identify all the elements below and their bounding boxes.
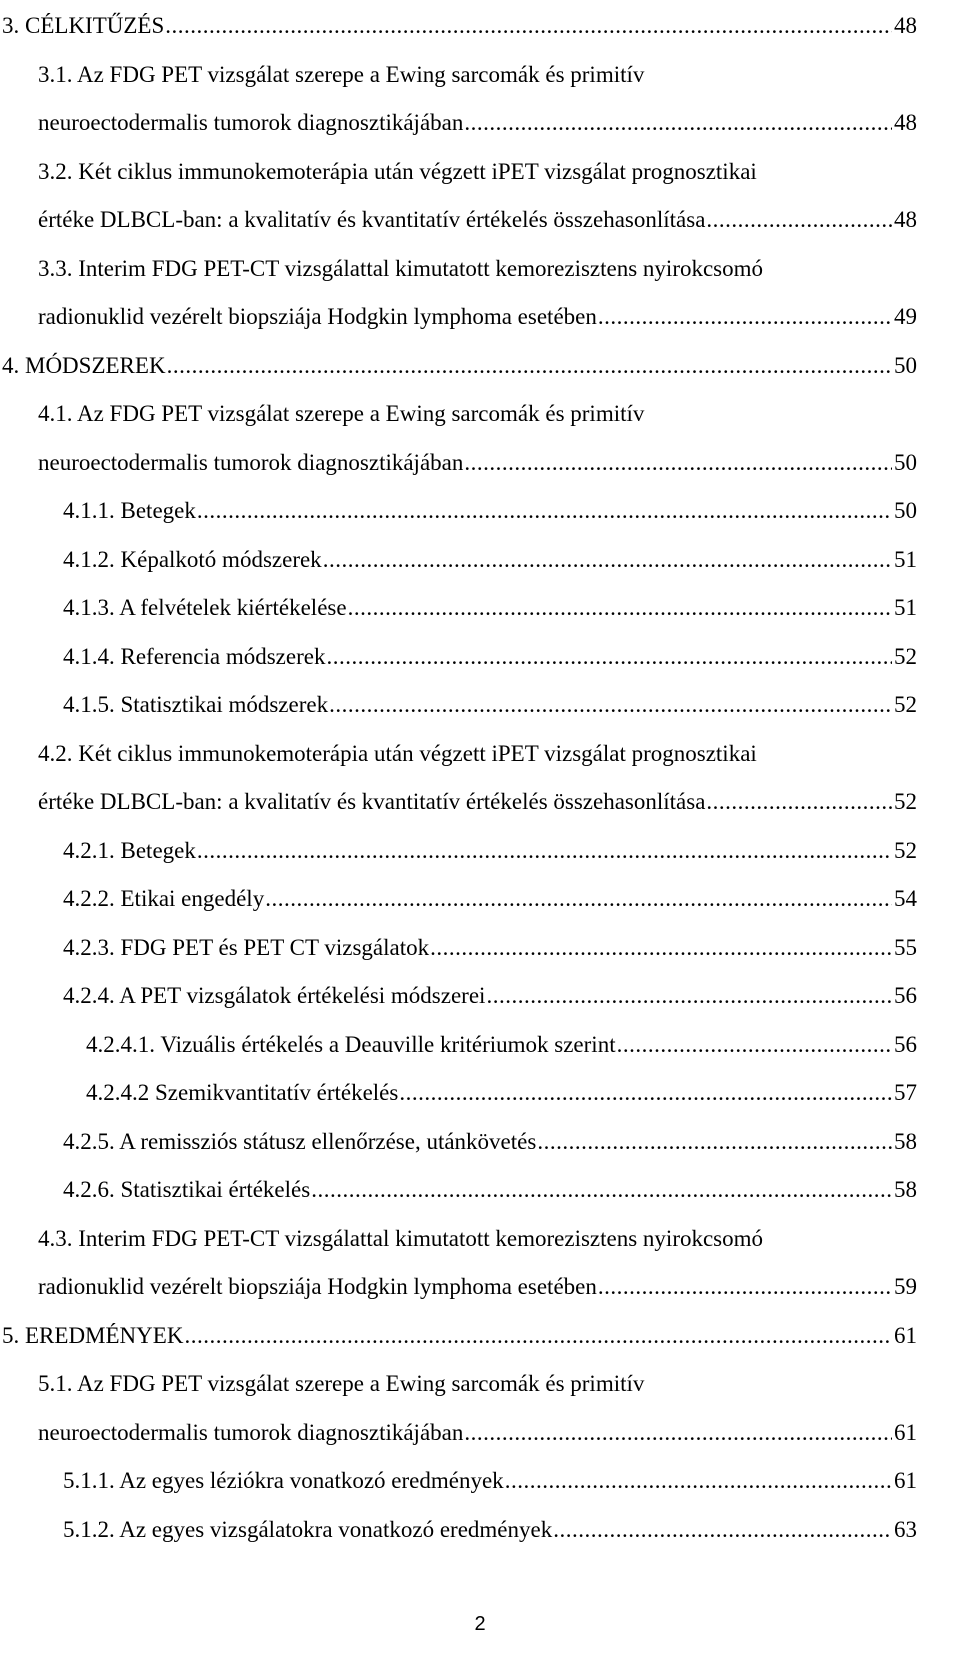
toc-entry[interactable] bbox=[0, 1263, 960, 1312]
toc-entry-label: 4. MÓDSZEREK bbox=[2, 352, 166, 378]
toc-entry-label: 3.2. Két ciklus immunokemoterápia után végzett iPET vizsgálat prognosztikai bbox=[38, 158, 757, 184]
toc-entry-page: 48 bbox=[894, 13, 917, 38]
toc-entry[interactable] bbox=[0, 1069, 960, 1118]
toc-entry-label: 4.1. Az FDG PET vizsgálat szerepe a Ewing sarcomák és primitív bbox=[38, 401, 645, 426]
toc-entry[interactable] bbox=[0, 1118, 960, 1167]
toc-entry-label: 4.3. Interim FDG PET-CT vizsgálattal kimutatott kemorezisztens nyirokcsomó bbox=[38, 1225, 764, 1251]
toc-dot-leader bbox=[165, 2, 892, 51]
toc-dot-leader bbox=[265, 875, 892, 924]
toc-entry-label: 4.1.5. Statisztikai módszerek bbox=[63, 692, 329, 717]
toc-entry[interactable] bbox=[0, 1166, 960, 1215]
toc-dot-leader bbox=[430, 924, 892, 973]
toc-entry[interactable] bbox=[0, 99, 960, 148]
toc-entry-page: 48 bbox=[894, 110, 917, 135]
toc-entry-page: 59 bbox=[894, 1274, 917, 1299]
toc-entry[interactable] bbox=[0, 1312, 960, 1361]
toc-entry-page: 61 bbox=[894, 1419, 917, 1445]
toc-entry-label: 4.2.1. Betegek bbox=[63, 837, 196, 863]
toc-dot-leader bbox=[167, 342, 892, 391]
toc-entry-label: radionuklid vezérelt biopsziája Hodgkin lymphoma esetében bbox=[38, 304, 597, 329]
toc-entry-label: neuroectodermalis tumorok diagnosztikájában bbox=[38, 110, 464, 135]
toc-entry[interactable] bbox=[0, 245, 960, 294]
toc-dot-leader bbox=[486, 972, 892, 1021]
toc-entry[interactable] bbox=[0, 681, 960, 730]
toc-dot-leader bbox=[598, 293, 892, 342]
toc-entry-label: értéke DLBCL-ban: a kvalitatív és kvantitatív értékelés összehasonlítása bbox=[38, 207, 706, 232]
toc-entry-label: 4.2.4.1. Vizuális értékelés a Deauville kritériumok szerint bbox=[86, 1031, 616, 1057]
toc-dot-leader bbox=[617, 1021, 892, 1070]
toc-dot-leader bbox=[326, 633, 892, 682]
toc-entry-page: 58 bbox=[894, 1128, 917, 1154]
toc-entry-page: 52 bbox=[894, 692, 917, 717]
toc-entry-page: 55 bbox=[894, 934, 917, 960]
toc-entry-page: 56 bbox=[894, 1031, 917, 1057]
toc-entry-page: 52 bbox=[894, 643, 917, 669]
toc-entry[interactable] bbox=[0, 730, 960, 779]
toc-entry[interactable] bbox=[0, 1506, 960, 1555]
toc-entry-page: 51 bbox=[894, 546, 917, 572]
toc-entry[interactable] bbox=[0, 972, 960, 1021]
toc-entry-page: 52 bbox=[894, 789, 917, 814]
toc-entry-label: 4.2.5. A remissziós státusz ellenőrzése, utánkövetés bbox=[63, 1128, 537, 1154]
toc-dot-leader bbox=[464, 1409, 892, 1458]
toc-entry-page: 61 bbox=[894, 1322, 917, 1348]
toc-entry-label: 4.1.3. A felvételek kiértékelése bbox=[63, 595, 347, 620]
toc-entry[interactable] bbox=[0, 487, 960, 536]
toc-entry[interactable] bbox=[0, 1360, 960, 1409]
toc-entry-label: 5.1. Az FDG PET vizsgálat szerepe a Ewing sarcomák és primitív bbox=[38, 1371, 645, 1396]
toc-entry-label: 4.2.4. A PET vizsgálatok értékelési módszerei bbox=[63, 983, 486, 1008]
toc-entry-label: 4.2. Két ciklus immunokemoterápia után végzett iPET vizsgálat prognosztikai bbox=[38, 740, 757, 766]
toc-entry-label: 3. CÉLKITŰZÉS bbox=[2, 13, 165, 38]
toc-entry-page: 61 bbox=[894, 1468, 917, 1493]
toc-entry-label: 4.2.2. Etikai engedély bbox=[63, 886, 265, 911]
toc-dot-leader bbox=[348, 584, 892, 633]
toc-entry[interactable] bbox=[0, 1021, 960, 1070]
toc-entry[interactable] bbox=[0, 390, 960, 439]
toc-entry[interactable] bbox=[0, 924, 960, 973]
toc-entry-page: 50 bbox=[894, 449, 917, 475]
toc-entry-label: 5.1.2. Az egyes vizsgálatokra vonatkozó eredmények bbox=[63, 1516, 553, 1542]
toc-dot-leader bbox=[464, 439, 892, 488]
toc-dot-leader bbox=[323, 536, 892, 585]
toc-dot-leader bbox=[464, 99, 892, 148]
toc-entry-label: 5.1.1. Az egyes léziókra vonatkozó eredmények bbox=[63, 1468, 504, 1493]
toc-entry-page: 57 bbox=[894, 1080, 917, 1105]
toc-dot-leader bbox=[197, 487, 892, 536]
toc-dot-leader bbox=[197, 827, 892, 876]
toc-entry-page: 50 bbox=[894, 498, 917, 523]
toc-entry[interactable] bbox=[0, 1215, 960, 1264]
toc-entry[interactable] bbox=[0, 584, 960, 633]
toc-entry-page: 50 bbox=[894, 352, 917, 378]
toc-entry-page: 52 bbox=[894, 837, 917, 863]
table-of-contents bbox=[0, 2, 960, 1554]
toc-dot-leader bbox=[184, 1312, 892, 1361]
toc-dot-leader bbox=[553, 1506, 892, 1555]
toc-dot-leader bbox=[399, 1069, 892, 1118]
toc-entry[interactable] bbox=[0, 2, 960, 51]
toc-entry[interactable] bbox=[0, 1409, 960, 1458]
toc-entry[interactable] bbox=[0, 875, 960, 924]
toc-entry-page: 49 bbox=[894, 304, 917, 329]
toc-entry-label: 4.1.4. Referencia módszerek bbox=[63, 643, 326, 669]
toc-dot-leader bbox=[598, 1263, 892, 1312]
toc-entry-label: neuroectodermalis tumorok diagnosztikájában bbox=[38, 449, 464, 475]
toc-entry-page: 48 bbox=[894, 207, 917, 232]
toc-entry-label: neuroectodermalis tumorok diagnosztikájában bbox=[38, 1419, 464, 1445]
toc-entry-label: 5. EREDMÉNYEK bbox=[2, 1322, 184, 1348]
toc-dot-leader bbox=[505, 1457, 892, 1506]
toc-entry[interactable] bbox=[0, 633, 960, 682]
toc-entry-label: értéke DLBCL-ban: a kvalitatív és kvantitatív értékelés összehasonlítása bbox=[38, 789, 706, 814]
toc-entry[interactable] bbox=[0, 51, 960, 100]
toc-entry-label: radionuklid vezérelt biopsziája Hodgkin lymphoma esetében bbox=[38, 1274, 597, 1299]
toc-entry[interactable] bbox=[0, 439, 960, 488]
page-number: 2 bbox=[474, 1613, 486, 1635]
toc-entry[interactable] bbox=[0, 196, 960, 245]
toc-entry-label: 3.1. Az FDG PET vizsgálat szerepe a Ewing sarcomák és primitív bbox=[38, 61, 645, 87]
toc-entry-page: 51 bbox=[894, 595, 917, 620]
toc-entry[interactable] bbox=[0, 827, 960, 876]
toc-entry-label: 4.2.3. FDG PET és PET CT vizsgálatok bbox=[63, 934, 430, 960]
toc-entry[interactable] bbox=[0, 293, 960, 342]
toc-entry-label: 4.2.4.2 Szemikvantitatív értékelés bbox=[86, 1080, 399, 1105]
toc-entry[interactable] bbox=[0, 1457, 960, 1506]
toc-entry[interactable] bbox=[0, 778, 960, 827]
toc-entry-page: 56 bbox=[894, 983, 917, 1008]
toc-entry[interactable] bbox=[0, 342, 960, 391]
toc-entry-label: 4.1.1. Betegek bbox=[63, 498, 196, 523]
toc-dot-leader bbox=[706, 196, 892, 245]
toc-entry-label: 4.2.6. Statisztikai értékelés bbox=[63, 1177, 311, 1202]
toc-entry-page: 54 bbox=[894, 886, 917, 911]
toc-dot-leader bbox=[329, 681, 892, 730]
toc-dot-leader bbox=[311, 1166, 892, 1215]
toc-entry-page: 63 bbox=[894, 1516, 917, 1542]
toc-dot-leader bbox=[537, 1118, 892, 1167]
toc-dot-leader bbox=[706, 778, 892, 827]
toc-entry[interactable] bbox=[0, 148, 960, 197]
toc-entry-page: 58 bbox=[894, 1177, 917, 1202]
toc-entry[interactable] bbox=[0, 536, 960, 585]
toc-entry-label: 3.3. Interim FDG PET-CT vizsgálattal kimutatott kemorezisztens nyirokcsomó bbox=[38, 255, 764, 281]
toc-entry-label: 4.1.2. Képalkotó módszerek bbox=[63, 546, 322, 572]
